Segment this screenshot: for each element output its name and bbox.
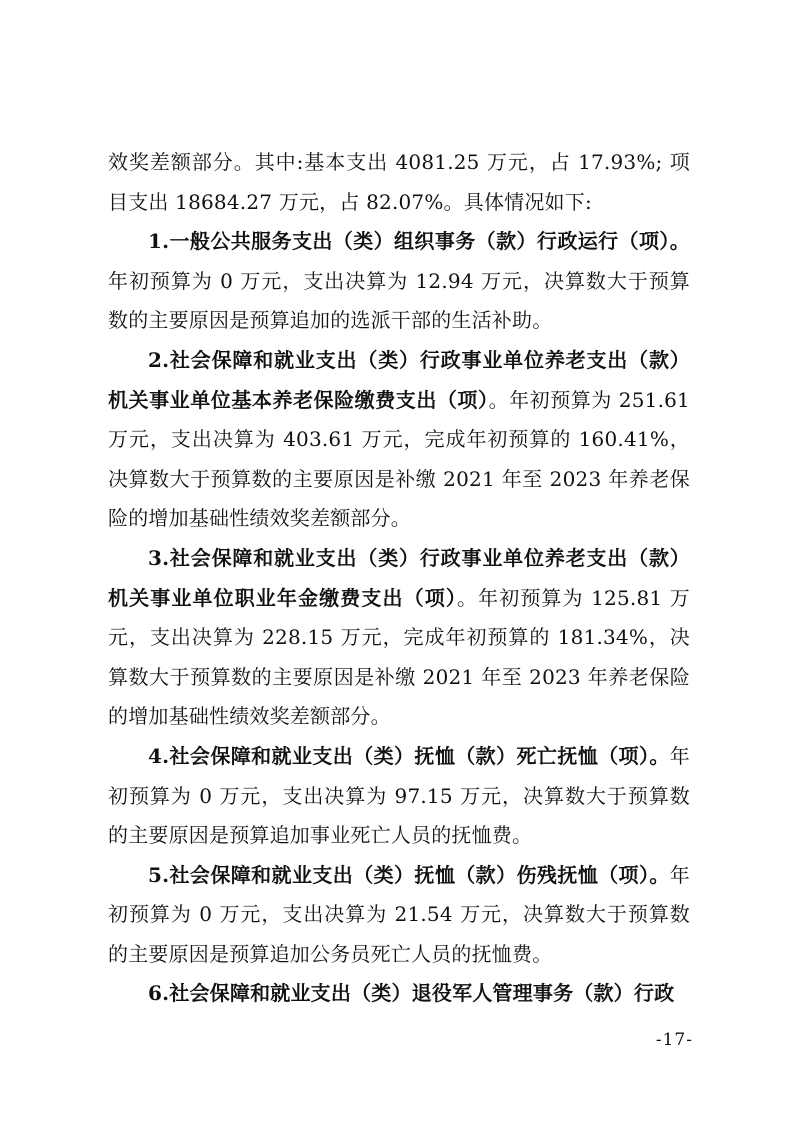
paragraph-item-5 — [108, 856, 690, 975]
paragraph-heading: 1.一般公共服务支出（类）组织事务（款）行政运行（项）。 — [148, 229, 690, 254]
paragraph-heading: 5.社会保障和就业支出（类）抚恤（款）伤残抚恤（项）。 — [148, 862, 670, 887]
paragraph-text: 。年初预算为 251.61 万元，支出决算为 403.61 万元，完成年初预算的 160.41%，决算数大于预算数的主要原因是补缴 2021 年至 2023 年养老保险的增加基础性绩效奖差额部分。 — [108, 387, 690, 531]
paragraph-text: 年初预算为 0 万元，支出决算为 21.54 万元，决算数大于预算数的主要原因是预算追加公务员死亡人员的抚恤费。 — [108, 862, 690, 966]
paragraph-item-2 — [108, 341, 690, 539]
paragraph-item-3 — [108, 539, 690, 737]
paragraph-heading: 3.社会保障和就业支出（类）行政事业单位养老支出（款）机关事业单位职业年金缴费支出（项） — [108, 545, 690, 610]
paragraph-item-1 — [108, 222, 690, 341]
paragraph-heading: 4.社会保障和就业支出（类）抚恤（款）死亡抚恤（项）。 — [148, 743, 670, 768]
paragraph-heading: 2.社会保障和就业支出（类）行政事业单位养老支出（款）机关事业单位基本养老保险缴费支出（项） — [108, 347, 690, 412]
paragraph-text: 效奖差额部分。其中:基本支出 4081.25 万元，占 17.93%; 项目支出 18684.27 万元，占 82.07%。具体情况如下: — [108, 150, 690, 214]
paragraph-text: 。年初预算为 125.81 万元，支出决算为 228.15 万元，完成年初预算的 181.34%，决算数大于预算数的主要原因是补缴 2021 年至 2023 年养老保险的增加基础性绩效奖差额部分。 — [108, 585, 690, 729]
paragraph-item-4 — [108, 737, 690, 856]
paragraph-text: 年初预算为 0 万元，支出决算为 12.94 万元，决算数大于预算数的主要原因是预算追加的选派干部的生活补助。 — [108, 268, 690, 333]
paragraph-text: 年初预算为 0 万元，支出决算为 97.15 万元，决算数大于预算数的主要原因是预算追加事业死亡人员的抚恤费。 — [108, 743, 690, 848]
paragraph-item-6 — [108, 974, 690, 1014]
page-number: -17- — [655, 1030, 693, 1050]
paragraph-intro — [108, 143, 690, 222]
paragraph-heading: 6.社会保障和就业支出（类）退役军人管理事务（款）行政 — [148, 981, 675, 1006]
body-text — [108, 143, 690, 1014]
